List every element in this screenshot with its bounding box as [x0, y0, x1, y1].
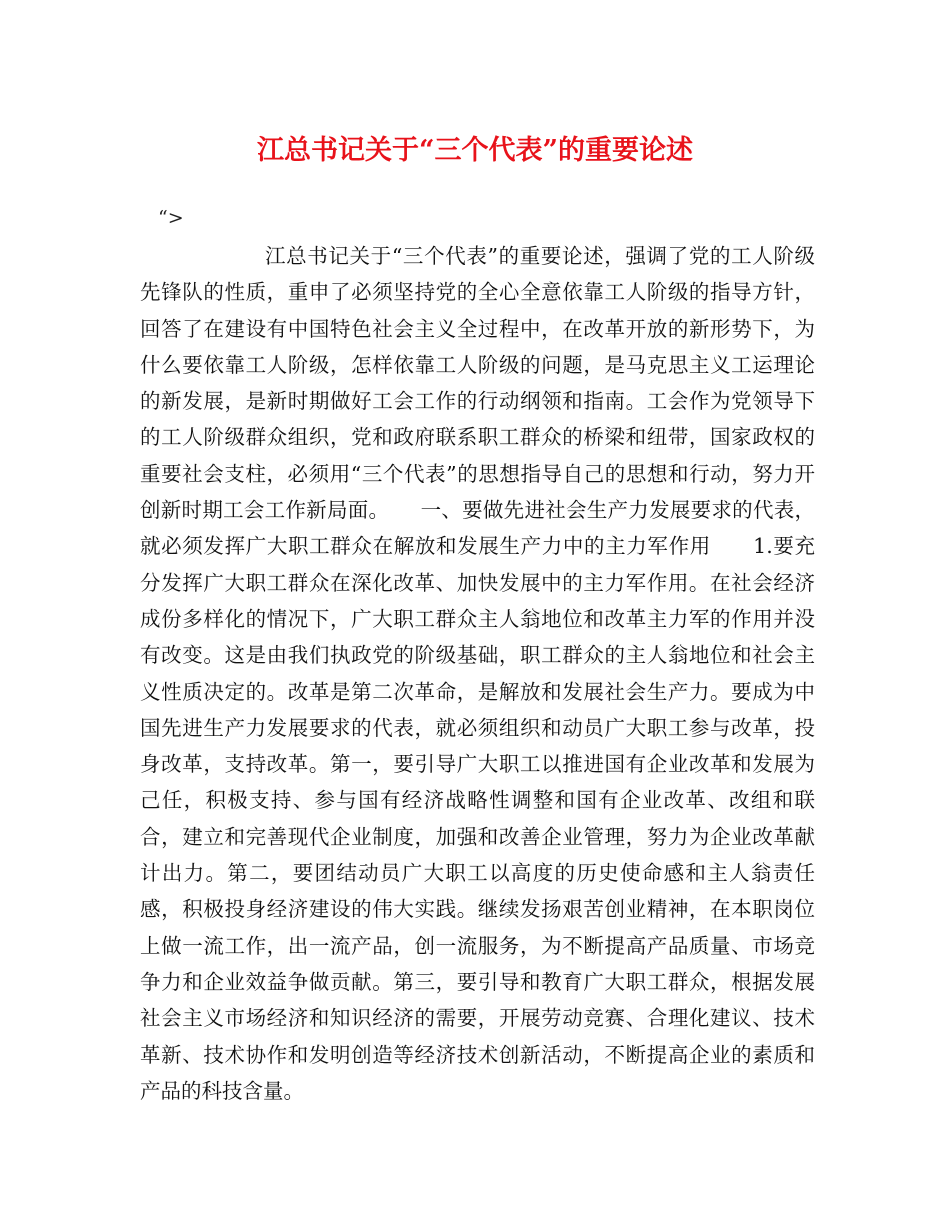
document-title: 江总书记关于“三个代表”的重要论述: [256, 135, 694, 166]
stray-marker-text: “>: [158, 207, 184, 229]
body-paragraph: 江总书记关于“三个代表”的重要论述，强调了党的工人阶级先锋队的性质，重申了必须坚持党的全心全意依靠工人阶级的指导方针，回答了在建设有中国特色社会主义全过程中，在改革开放的新形势下，为什么要依靠工人阶级，怎样依靠工人阶级的问题，是马克思主义工运理论的新发展，是新时期做好工会工作的行动纲领和指南。工会作为党领导下的工人阶级群众组织，党和政府联系职工群众的桥梁和纽带，国家政权的重要社会支柱，必须用“三个代表”的思想指导自己的思想和行动，努力开创新时期工会工作新局面。 一、要做先进社会生产力发展要求的代表，就必须发挥广大职工群众在解放和发展生产力中的主力军作用 1.要充分发挥广大职工群众在深化改革、加快发展中的主力军作用。在社会经济成份多样化的情况下，广大职工群众主人翁地位和改革主力军的作用并没有改变。这是由我们执政党的阶级基础，职工群众的主人翁地位和社会主义性质决定的。改革是第二次革命，是解放和发展社会生产力。要成为中国先进生产力发展要求的代表，就必须组织和动员广大职工参与改革，投身改革，支持改革。第一，要引导广大职工以推进国有企业改革和发展为己任，积极支持、参与国有经济战略性调整和国有企业改革、改组和联合，建立和完善现代企业制度，加强和改善企业管理，努力为企业改革献计出力。第二，要团结动员广大职工以高度的历史使命感和主人翁责任感，积极投身经济建设的伟大实践。继续发扬艰苦创业精神，在本职岗位上做一流工作，出一流产品，创一流服务，为不断提高产品质量、市场竞争力和企业效益争做贡献。第三，要引导和教育广大职工群众，根据发展社会主义市场经济和知识经济的需要，开展劳动竞赛、合理化建议、技术革新、技术协作和发明创造等经济技术创新活动，不断提高企业的素质和产品的科技含量。: [140, 244, 815, 1103]
